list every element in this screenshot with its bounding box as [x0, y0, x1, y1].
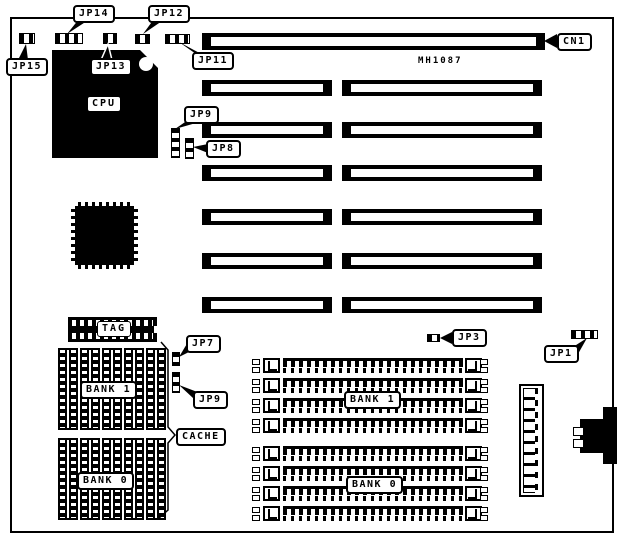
jp12-label: JP12 — [148, 5, 190, 23]
jp14-label: JP14 — [73, 5, 115, 23]
jp3-label: JP3 — [452, 329, 487, 347]
cache-label: CACHE — [176, 428, 226, 446]
cn1-label: CN1 — [557, 33, 592, 51]
cache-bank1-label: BANK 1 — [80, 381, 137, 399]
simm-bank0-label: BANK 0 — [346, 476, 403, 494]
simm-bank1-label: BANK 1 — [344, 391, 401, 409]
jp9-bottom-label: JP9 — [193, 391, 228, 409]
jp15-label: JP15 — [6, 58, 48, 76]
jp9-top-label: JP9 — [184, 106, 219, 124]
model-text: MH1087 — [418, 56, 463, 66]
jp11-label: JP11 — [192, 52, 234, 70]
jp8-label: JP8 — [206, 140, 241, 158]
tag-label: TAG — [97, 321, 131, 337]
cpu-label: CPU — [87, 96, 121, 112]
jp13-label: JP13 — [90, 58, 132, 76]
jp7-label: JP7 — [186, 335, 221, 353]
cache-bank0-label: BANK 0 — [77, 472, 134, 490]
jp1-label: JP1 — [544, 345, 579, 363]
